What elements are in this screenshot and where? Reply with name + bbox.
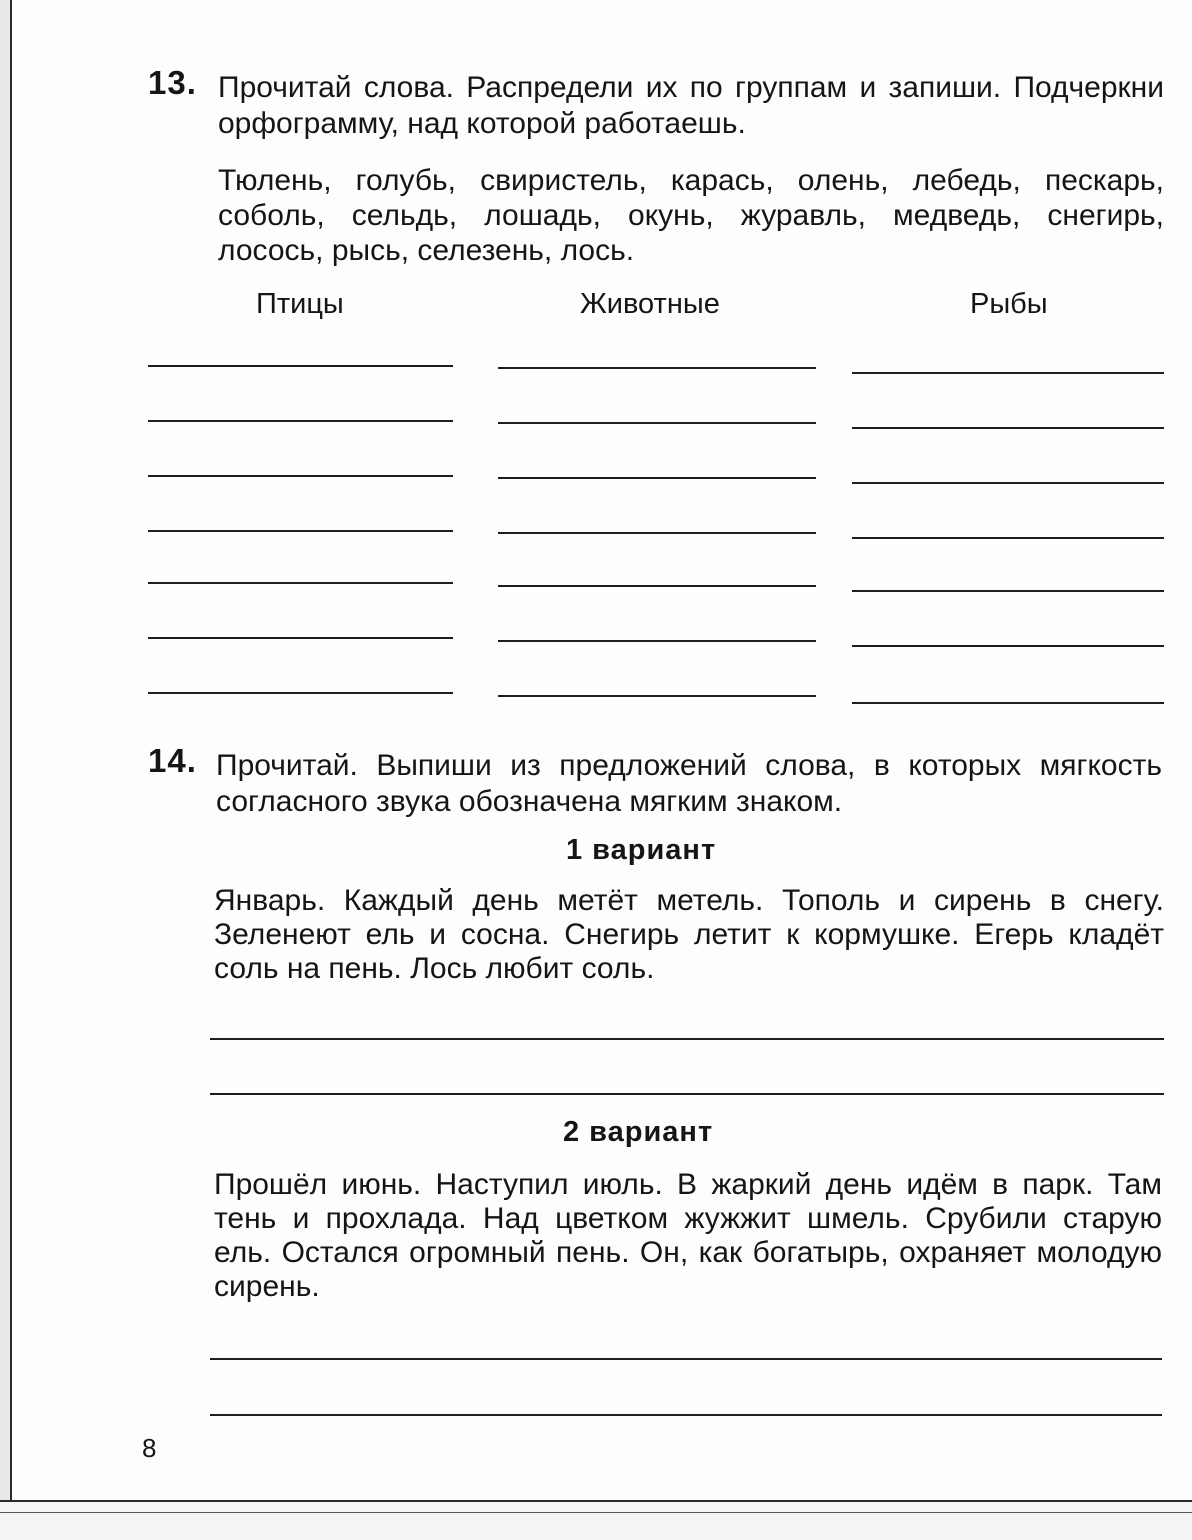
answer-line[interactable] bbox=[148, 420, 453, 422]
task-14-instruction: Прочитай. Выпиши из предложений слова, в которых мягкость согласного звука обозначена мягким знаком. bbox=[216, 749, 1162, 818]
answer-line[interactable] bbox=[498, 585, 816, 587]
answer-line[interactable] bbox=[210, 1414, 1162, 1416]
answer-line[interactable] bbox=[498, 477, 816, 479]
page-bottom-edge bbox=[0, 1500, 1192, 1540]
answer-line[interactable] bbox=[210, 1038, 1164, 1040]
task-14-number: 14. bbox=[148, 742, 197, 779]
variant-2-title: 2 вариант bbox=[563, 1116, 714, 1148]
answer-line[interactable] bbox=[210, 1358, 1162, 1360]
answer-line[interactable] bbox=[498, 367, 816, 369]
answer-line[interactable] bbox=[148, 582, 453, 584]
answer-line[interactable] bbox=[852, 372, 1164, 374]
answer-line[interactable] bbox=[210, 1093, 1164, 1095]
answer-line[interactable] bbox=[148, 530, 453, 532]
answer-line[interactable] bbox=[148, 692, 453, 694]
task-13-word-list: Тюлень, голубь, свиристель, карась, олень, лебедь, пескарь, соболь, сельдь, лошадь, окунь, журавль, медведь, снегирь, лосось, рысь, селезень, лось. bbox=[218, 164, 1164, 267]
variant-2-text: Прошёл июнь. Наступил июль. В жаркий день идём в парк. Там тень и прохлада. Над цветком жужжит шмель. Срубили старую ель. Остался огромный пень. Он, как богатырь, охраняет молодую сирень. bbox=[214, 1168, 1162, 1303]
answer-line[interactable] bbox=[852, 702, 1164, 704]
answer-line[interactable] bbox=[852, 482, 1164, 484]
answer-line[interactable] bbox=[498, 640, 816, 642]
variant-1-title: 1 вариант bbox=[566, 834, 717, 866]
answer-line[interactable] bbox=[498, 532, 816, 534]
answer-line[interactable] bbox=[852, 590, 1164, 592]
column-header-birds: Птицы bbox=[256, 288, 344, 320]
column-header-fish: Рыбы bbox=[970, 288, 1048, 320]
answer-line[interactable] bbox=[498, 695, 816, 697]
answer-line[interactable] bbox=[148, 475, 453, 477]
page-left-edge bbox=[0, 0, 12, 1538]
answer-line[interactable] bbox=[148, 365, 453, 367]
answer-line[interactable] bbox=[498, 422, 816, 424]
page-number: 8 bbox=[142, 1433, 157, 1463]
page-bottom-edge-line bbox=[0, 1512, 1192, 1513]
task-13-instruction: Прочитай слова. Распредели их по группам и запиши. Подчеркни орфограмму, над которой работаешь. bbox=[218, 71, 1164, 140]
variant-1-text: Январь. Каждый день метёт метель. Тополь и сирень в снегу. Зеленеют ель и сосна. Снегирь летит к кормушке. Егерь кладёт соль на пень. Лось любит соль. bbox=[214, 884, 1164, 985]
answer-line[interactable] bbox=[852, 427, 1164, 429]
answer-line[interactable] bbox=[852, 537, 1164, 539]
column-header-animals: Животные bbox=[580, 288, 720, 320]
answer-line[interactable] bbox=[852, 645, 1164, 647]
answer-line[interactable] bbox=[148, 637, 453, 639]
task-13-number: 13. bbox=[148, 64, 197, 101]
